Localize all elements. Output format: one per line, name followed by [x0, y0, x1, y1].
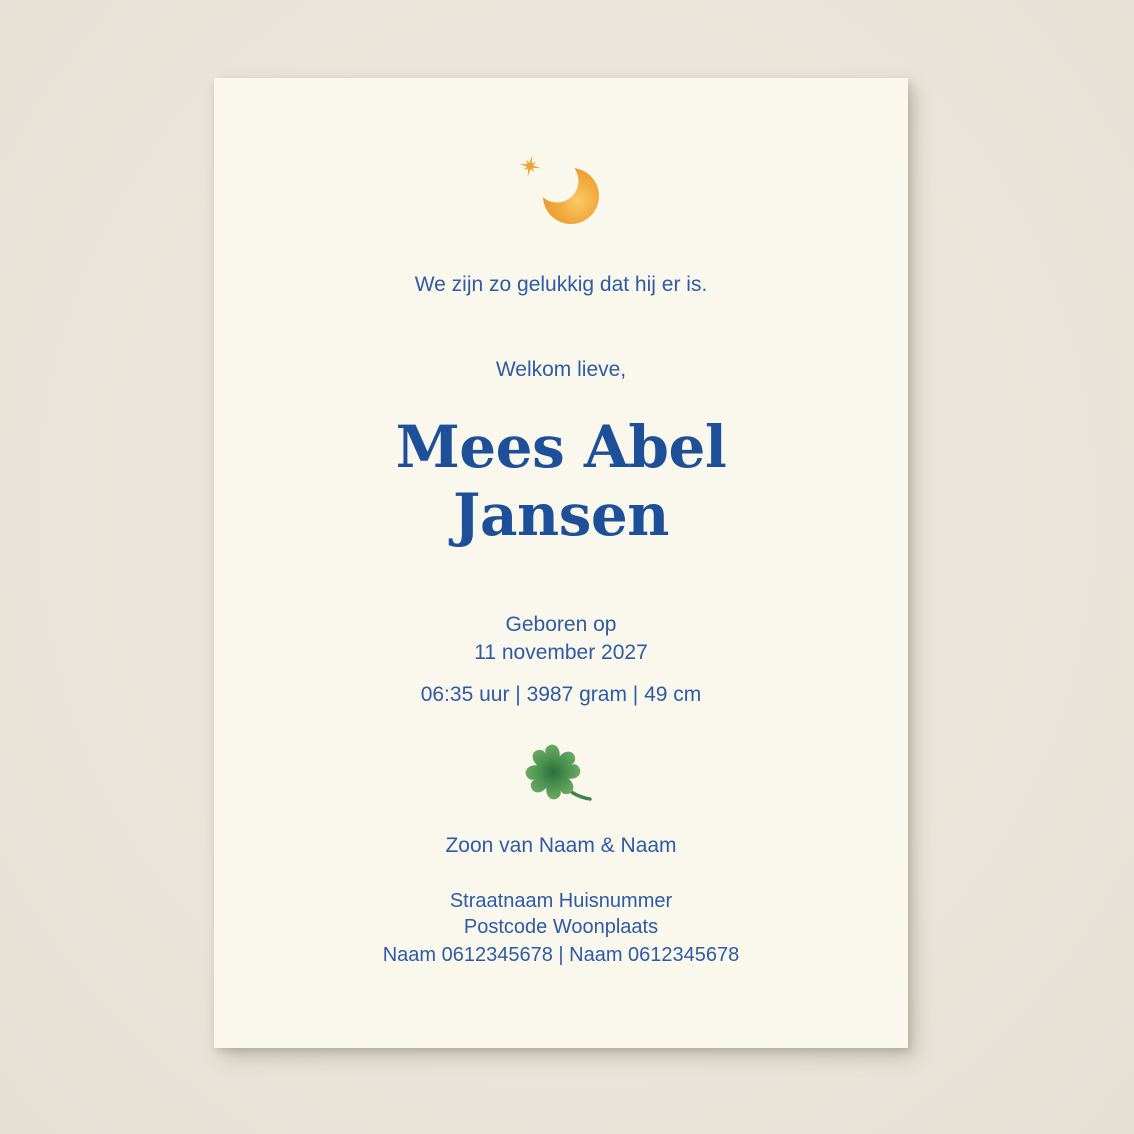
baby-name [214, 413, 908, 549]
address-line2: Postcode Woonplaats [463, 916, 659, 938]
moon-decoration [214, 148, 908, 230]
born-label: Geboren op [505, 613, 617, 636]
birth-stats: 06:35 uur | 3987 gram | 49 cm [420, 683, 702, 706]
baby-name-line2: Jansen [453, 481, 669, 549]
birth-date-block [214, 611, 908, 667]
address-block [214, 888, 908, 940]
clover-decoration [214, 738, 908, 816]
crescent-moon-icon [536, 160, 600, 225]
birth-announcement-card [214, 78, 908, 1048]
intro-text: We zijn zo gelukkig dat hij er is. [414, 273, 708, 296]
baby-name-line1: Mees Abel [395, 413, 727, 481]
address-line1: Straatnaam Huisnummer [449, 890, 673, 912]
four-leaf-clover-icon [513, 738, 609, 816]
contact-text: Naam 0612345678 | Naam 0612345678 [382, 944, 740, 966]
greeting-text: Welkom lieve, [495, 358, 627, 381]
crescent-moon-star-icon [509, 148, 613, 230]
parents-text: Zoon van Naam & Naam [445, 834, 677, 857]
birth-date: 11 november 2027 [474, 641, 648, 664]
